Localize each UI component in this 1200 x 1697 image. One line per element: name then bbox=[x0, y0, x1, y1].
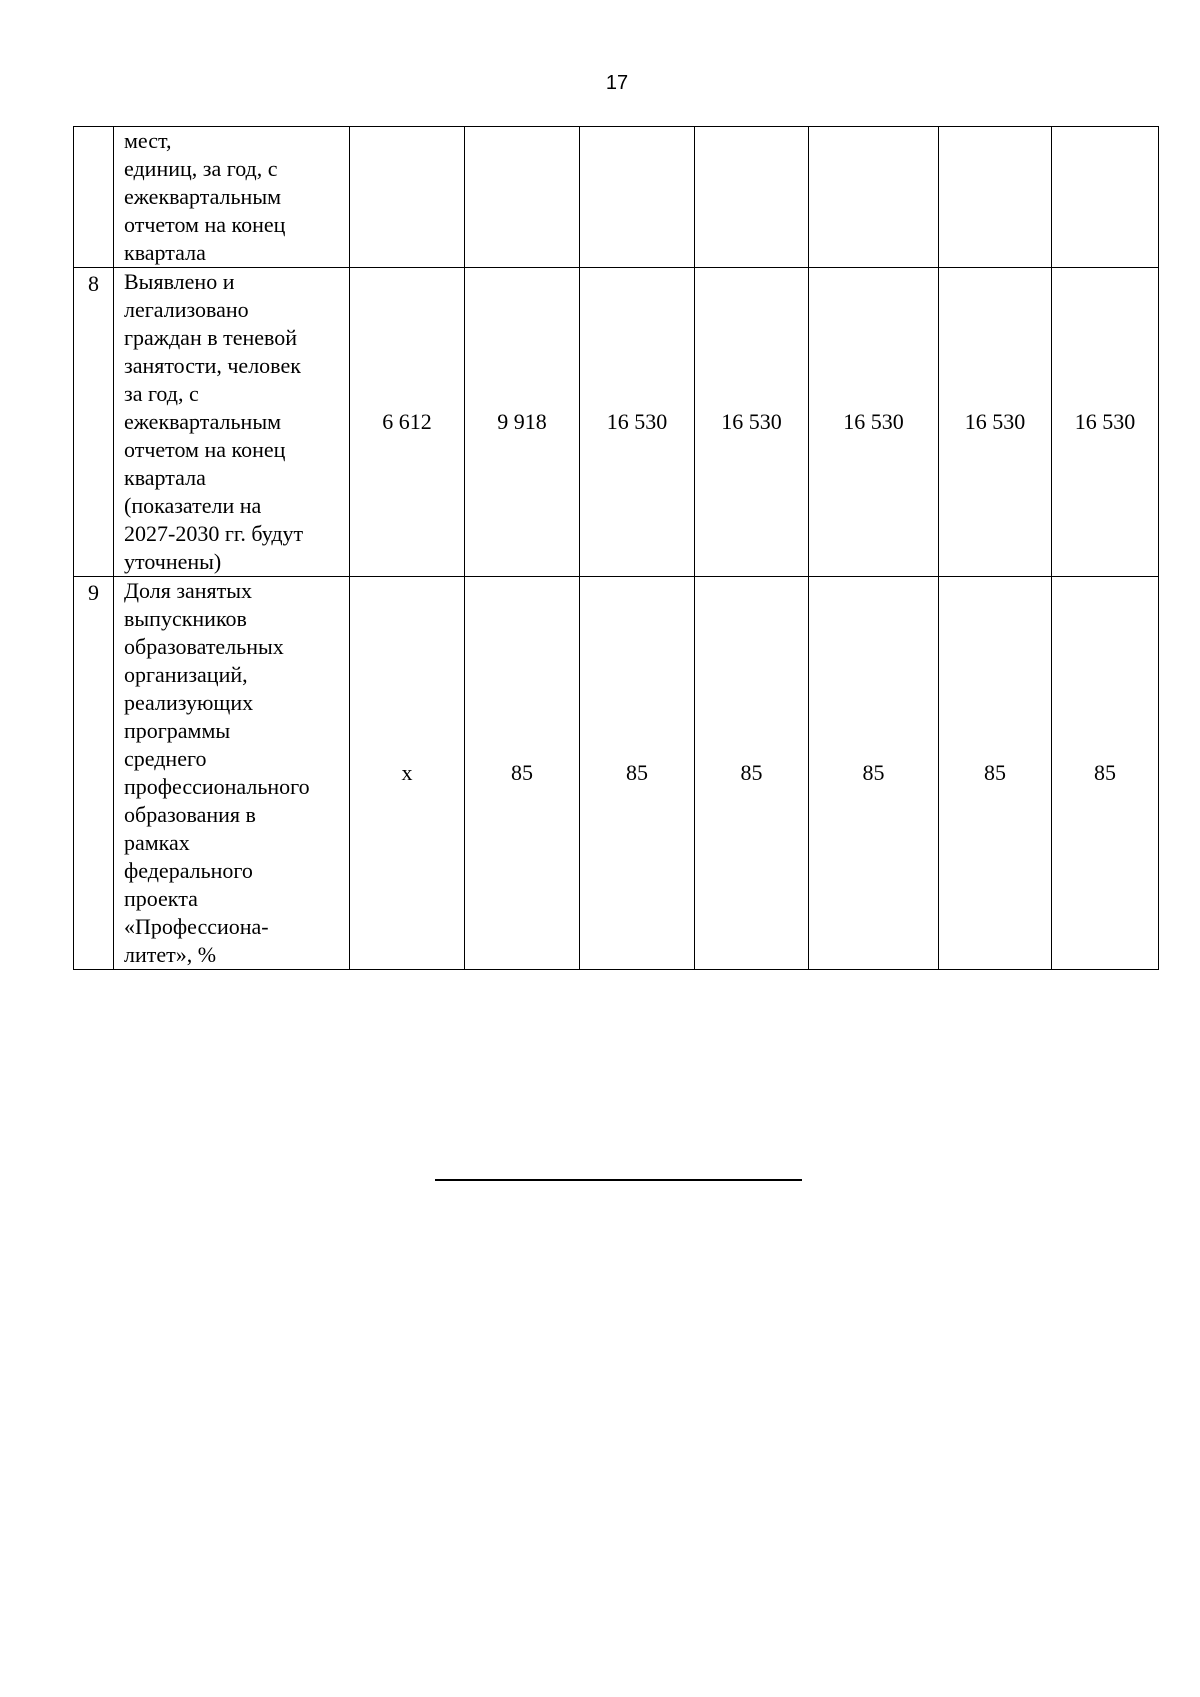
value-cell bbox=[1052, 127, 1159, 268]
indicator-name-line: отчетом на конец bbox=[124, 212, 286, 237]
indicator-name-line: организаций, bbox=[124, 662, 248, 687]
indicator-name-line: программы bbox=[124, 718, 231, 743]
indicator-name-line: уточнены) bbox=[124, 549, 222, 574]
indicator-name-line: рамках bbox=[124, 830, 190, 855]
row-number-cell: 8 bbox=[74, 268, 114, 577]
value-cell: 16 530 bbox=[809, 268, 939, 577]
table-body bbox=[74, 127, 1159, 970]
indicators-table bbox=[73, 126, 1159, 970]
value-cell: х bbox=[350, 577, 465, 970]
table-row bbox=[74, 127, 1159, 268]
table-row bbox=[74, 577, 1159, 970]
indicator-name-line: единиц, за год, с bbox=[124, 156, 278, 181]
value-cell: 85 bbox=[465, 577, 580, 970]
value-cell: 16 530 bbox=[939, 268, 1052, 577]
value-cell bbox=[350, 127, 465, 268]
footer-rule bbox=[435, 1179, 802, 1181]
page-number: 17 bbox=[605, 72, 629, 94]
indicator-name-line: граждан в теневой bbox=[124, 325, 298, 350]
row-number-cell: 9 bbox=[74, 577, 114, 970]
table-row bbox=[74, 268, 1159, 577]
value-cell: 85 bbox=[809, 577, 939, 970]
indicator-name-cell bbox=[114, 577, 350, 970]
indicator-name-line: 2027-2030 гг. будут bbox=[124, 521, 304, 546]
value-cell bbox=[695, 127, 809, 268]
indicator-name-line: ежеквартальным bbox=[124, 184, 282, 209]
row-number-cell bbox=[74, 127, 114, 268]
indicator-name-line: квартала bbox=[124, 240, 206, 265]
indicator-name-line: образования в bbox=[124, 802, 256, 827]
indicator-name-line: выпускников bbox=[124, 606, 247, 631]
value-cell bbox=[580, 127, 695, 268]
value-cell: 9 918 bbox=[465, 268, 580, 577]
value-cell: 85 bbox=[1052, 577, 1159, 970]
indicator-name-cell bbox=[114, 127, 350, 268]
value-cell: 85 bbox=[580, 577, 695, 970]
indicator-name-line: профессионального bbox=[124, 774, 310, 799]
indicator-name-line: образовательных bbox=[124, 634, 284, 659]
indicator-name-line: легализовано bbox=[124, 297, 249, 322]
indicator-name-line: (показатели на bbox=[124, 493, 262, 518]
indicator-name-line: литет», % bbox=[124, 942, 217, 967]
indicator-name-line: занятости, человек bbox=[124, 353, 301, 378]
indicator-name-cell bbox=[114, 268, 350, 577]
indicator-name-line: проекта bbox=[124, 886, 198, 911]
indicator-name-line: федерального bbox=[124, 858, 253, 883]
indicator-name-line: среднего bbox=[124, 746, 207, 771]
indicator-name-line: отчетом на конец bbox=[124, 437, 286, 462]
value-cell: 16 530 bbox=[580, 268, 695, 577]
indicator-name-line: ежеквартальным bbox=[124, 409, 282, 434]
value-cell bbox=[809, 127, 939, 268]
indicator-name-line: Выявлено и bbox=[124, 269, 235, 294]
value-cell: 6 612 bbox=[350, 268, 465, 577]
value-cell: 85 bbox=[695, 577, 809, 970]
indicator-name-line: Доля занятых bbox=[124, 578, 253, 603]
value-cell bbox=[939, 127, 1052, 268]
value-cell bbox=[465, 127, 580, 268]
value-cell: 16 530 bbox=[695, 268, 809, 577]
indicator-name-line: квартала bbox=[124, 465, 206, 490]
indicator-name-line: за год, с bbox=[124, 381, 199, 406]
indicator-name-line: мест, bbox=[124, 128, 172, 153]
indicator-name-line: реализующих bbox=[124, 690, 254, 715]
value-cell: 16 530 bbox=[1052, 268, 1159, 577]
value-cell: 85 bbox=[939, 577, 1052, 970]
indicator-name-line: «Профессиона- bbox=[124, 914, 269, 939]
